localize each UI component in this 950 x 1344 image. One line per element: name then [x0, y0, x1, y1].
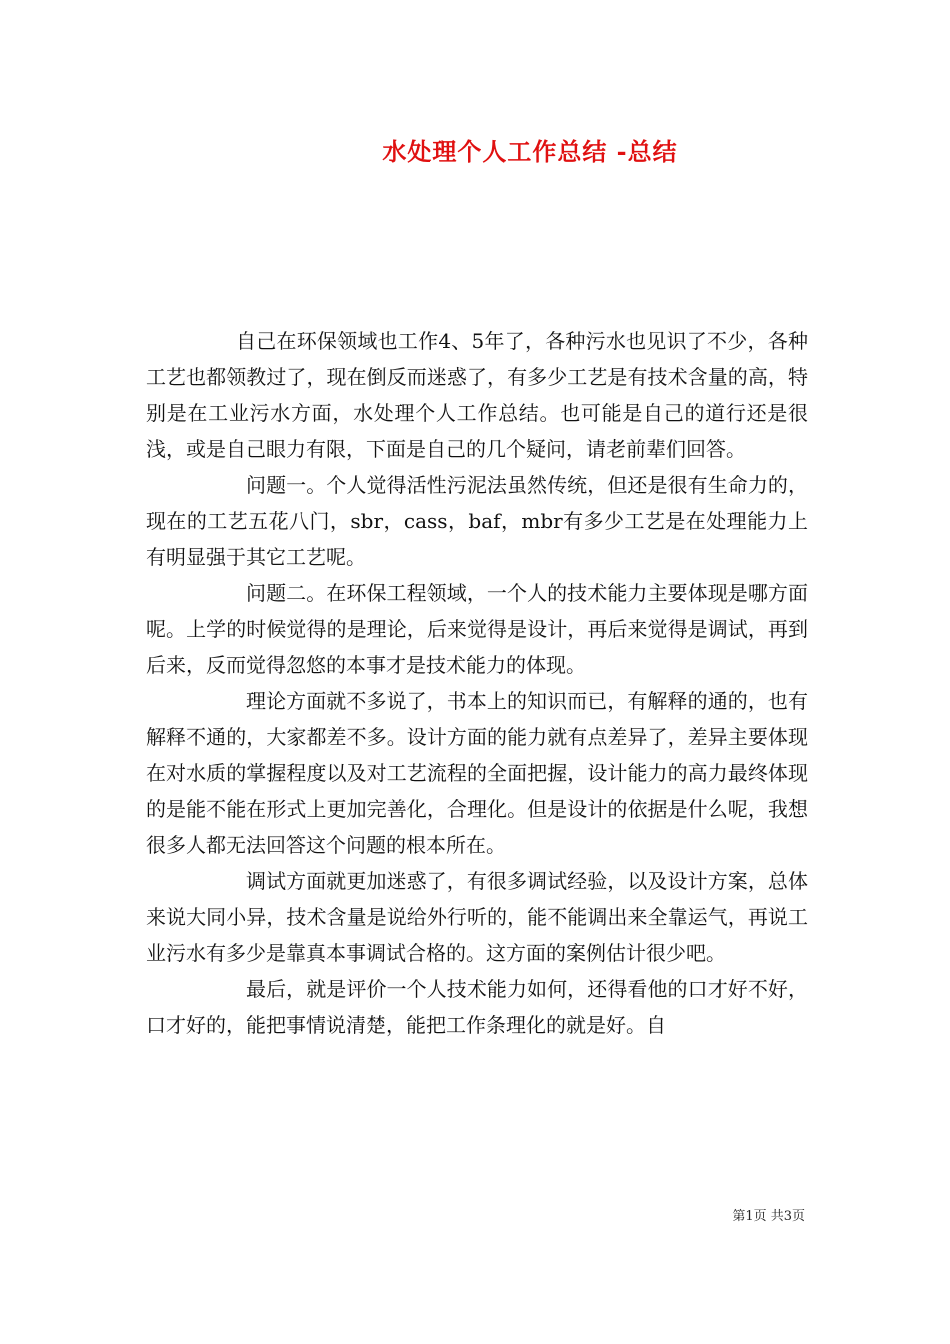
document-body: [146, 323, 808, 1043]
paragraph-question-two: 问题二。在环保工程领域，一个人的技术能力主要体现是哪方面呢。上学的时候觉得的是理论，后来觉得是设计，再后来觉得是调试，再到后来，反而觉得忽悠的本事才是技术能力的体现。: [146, 581, 808, 677]
paragraph-intro: 自己在环保领域也工作4、5年了，各种污水也见识了不少，各种工艺也都领教过了，现在倒反而迷惑了，有多少工艺是有技术含量的高，特别是在工业污水方面，水处理个人工作总结。也可能是自己的道行还是很浅，或是自己眼力有限，下面是自己的几个疑问，请老前辈们回答。: [146, 329, 808, 461]
paragraph-conclusion: 最后，就是评价一个人技术能力如何，还得看他的口才好不好，口才好的，能把事情说清楚，能把工作条理化的就是好。自: [146, 977, 808, 1037]
paragraph-question-one: 问题一。个人觉得活性污泥法虽然传统，但还是很有生命力的，现在的工艺五花八门，sbr，cass，baf，mbr有多少工艺是在处理能力上有明显强于其它工艺呢。: [146, 473, 808, 569]
paragraph-theory-design: 理论方面就不多说了，书本上的知识而已，有解释的通的，也有解释不通的，大家都差不多。设计方面的能力就有点差异了，差异主要体现在对水质的掌握程度以及对工艺流程的全面把握，设计能力的高力最终体现的是能不能在形式上更加完善化，合理化。但是设计的依据是什么呢，我想很多人都无法回答这个问题的根本所在。: [146, 689, 808, 857]
document-title: 水处理个人工作总结 -总结: [382, 137, 678, 166]
page-number-footer: 第1页 共3页: [732, 1209, 805, 1224]
paragraph-commissioning: 调试方面就更加迷惑了，有很多调试经验，以及设计方案，总体来说大同小异，技术含量是说给外行听的，能不能调出来全靠运气，再说工业污水有多少是靠真本事调试合格的。这方面的案例估计很少吧。: [146, 869, 808, 965]
